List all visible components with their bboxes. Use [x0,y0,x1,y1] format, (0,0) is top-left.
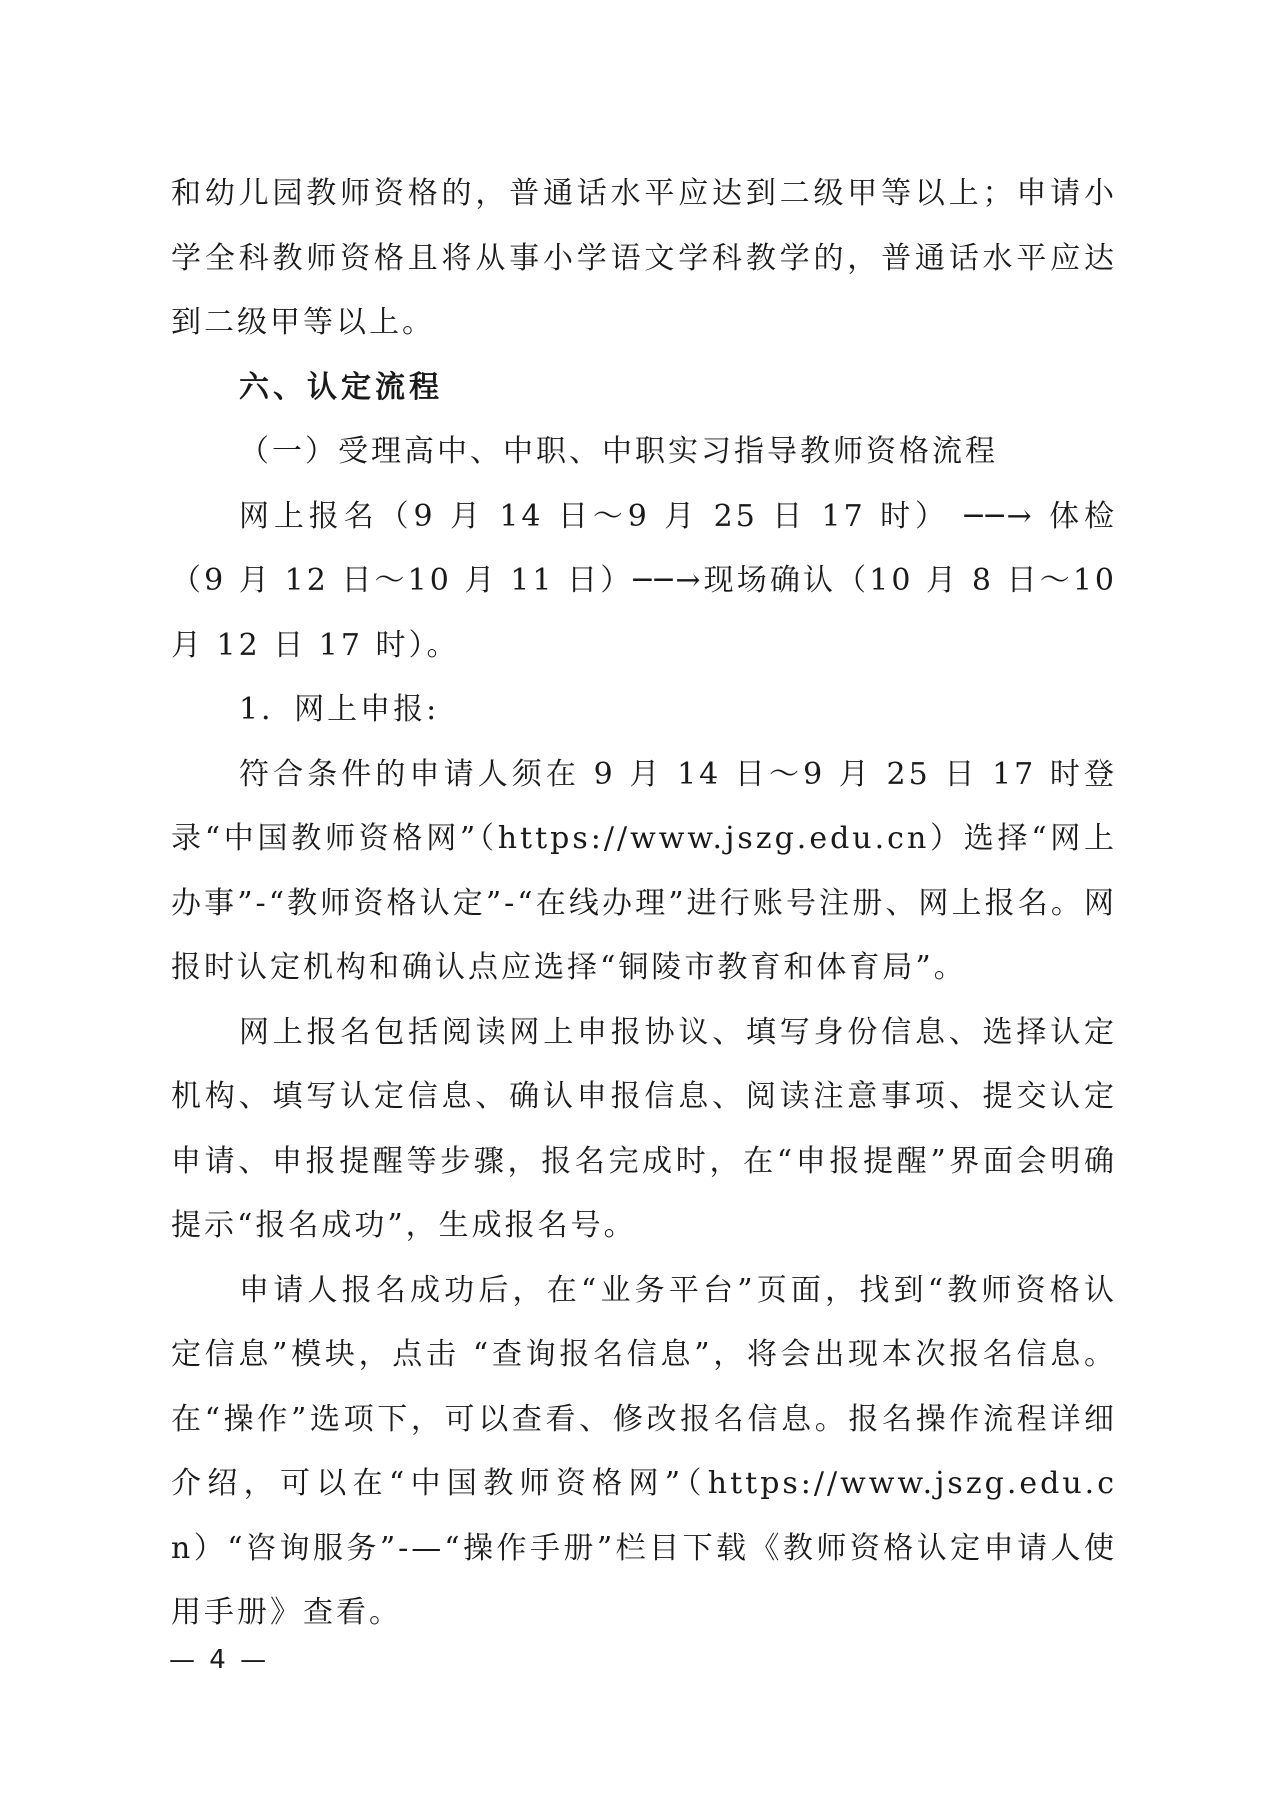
paragraph-putonghua-requirement: 和幼儿园教师资格的，普通话水平应达到二级甲等以上；申请小学全科教师资格且将从事小学语文学科教学的，普通话水平应达到二级甲等以上。 [171,176,1117,340]
paragraph-online-login-instructions: 符合条件的申请人须在 9 月 14 日～9 月 25 日 17 时登录“中国教师资格网”（https://www.jszg.edu.cn）选择“网上办事”-“教师资格认定”-“在线办理”进行账号注册、网上报名。网报时认定机构和确认点应选择“铜陵市教育和体育局”。 [171,756,1117,985]
paragraph-online-registration-steps: 网上报名包括阅读网上申报协议、填写身份信息、选择认定机构、填写认定信息、确认申报信息、阅读注意事项、提交认定申请、申报提醒等步骤，报名完成时，在“申报提醒”界面会明确提示“报名成功”，生成报名号。 [171,1014,1117,1243]
paragraph-after-registration: 申请人报名成功后，在“业务平台”页面，找到“教师资格认定信息”模块，点击 “查询报名信息”，将会出现本次报名信息。在“操作”选项下，可以查看、修改报名信息。报名操作流程详细介绍，可以在“中国教师资格网”（https://www.jszg.edu.cn）“咨询服务”-—“操作手册”栏目下载《教师资格认定申请人使用手册》查看。 [171,1272,1117,1630]
paragraph-process-timeline: 网上报名（9 月 14 日～9 月 25 日 17 时） ──→ 体检（9 月 12 日～10 月 11 日）──→现场确认（10 月 8 日～10 月 12 日 17 时）。 [171,498,1117,663]
subsection-heading-high-school-process: （一）受理高中、中职、中职实习指导教师资格流程 [239,434,998,469]
item-heading-online-application: 1．网上申报: [239,692,440,727]
document-body [171,162,1117,1646]
section-heading-certification-process: 六、认定流程 [239,369,443,405]
page-number: — 4 — [169,1645,270,1675]
